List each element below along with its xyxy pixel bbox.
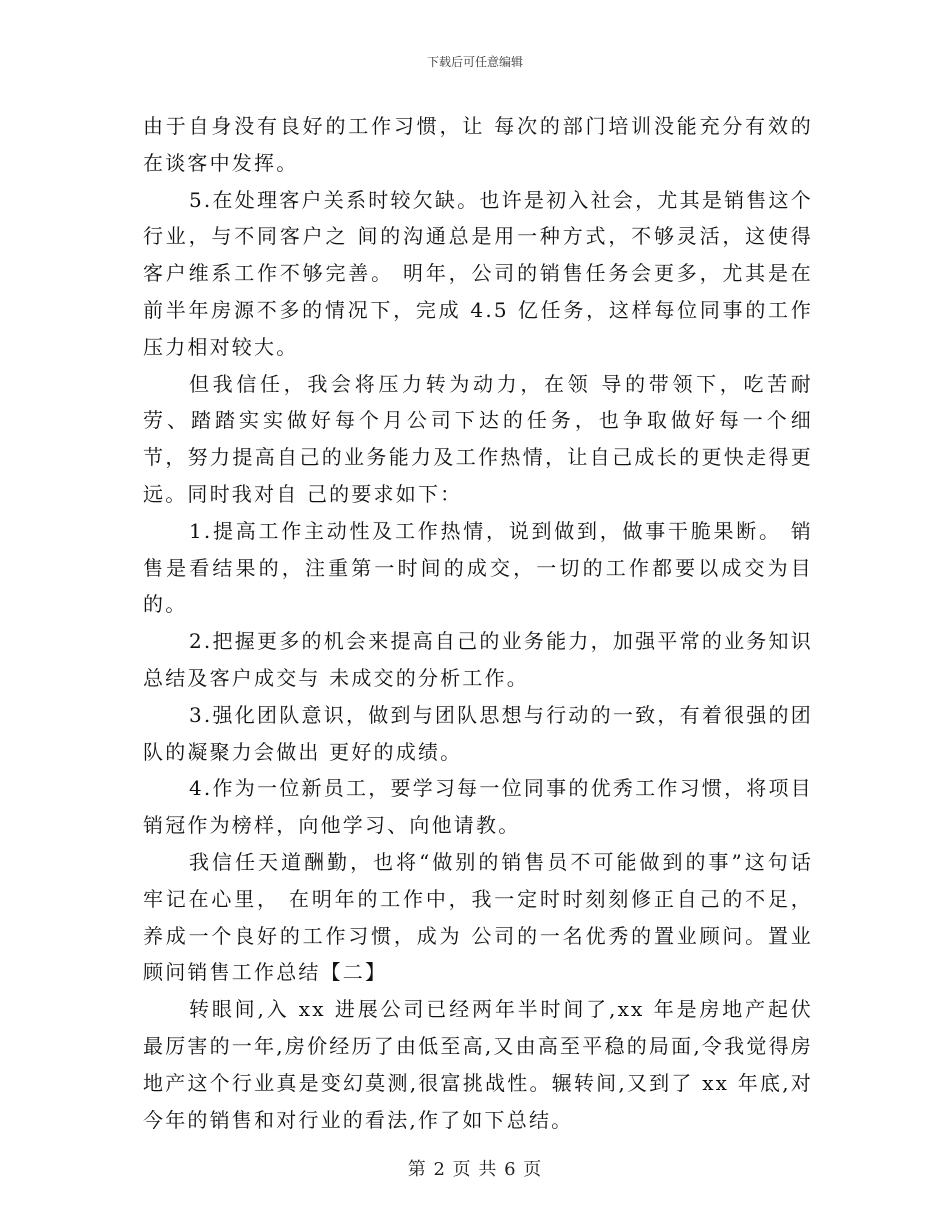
paragraph-requirement-2: 2.把握更多的机会来提高自己的业务能力，加强平常的业务知识总结及客户成交与 未成交的分析工作。 — [143, 629, 813, 690]
paragraph-item-5: 5.在处理客户关系时较欠缺。也许是初入社会，尤其是销售这个行业，与不同客户之 间的沟通总是用一种方式，不够灵活，这使得客户维系工作不够完善。 明年，公司的销售任务会更多，尤其是在前半年房源不多的情况下，完成 4.5 亿任务，这样每位同事的工作压力相对较大。 — [143, 187, 813, 359]
page-header: 下载后可任意编辑 — [426, 55, 523, 69]
paragraph-requirement-3: 3.强化团队意识，做到与团队思想与行动的一致，有着很强的团队的凝聚力会做出 更好的成绩。 — [143, 702, 813, 764]
document-body — [143, 108, 813, 1138]
paragraph-summary-two-intro: 转眼间,入 xx 进展公司已经两年半时间了,xx 年是房地产起伏最厉害的一年,房价经历了由低至高,又由高至平稳的局面,令我觉得房地产这个行业真是变幻莫测,很富挑战性。辗转间,又到了 xx 年底,对今年的销售和对行业的看法,作了如下总结。 — [143, 997, 813, 1132]
paragraph-commitment: 但我信任，我会将压力转为动力，在领 导的带领下，吃苦耐劳、踏踏实实做好每个月公司下达的任务，也争取做好每一个细 节，努力提高自己的业务能力及工作热情，让自己成长的更快走得更远。同时我对自 己的要求如下： — [143, 371, 813, 506]
page-number-footer: 第 2 页 共 6 页 — [407, 1159, 543, 1180]
paragraph-requirement-1: 1.提高工作主动性及工作热情，说到做到，做事干脆果断。 销售是看结果的，注重第一时间的成交，一切的工作都要以成交为目的。 — [143, 518, 813, 617]
paragraph-continuation: 由于自身没有良好的工作习惯，让 每次的部门培训没能充分有效的在谈客中发挥。 — [143, 114, 813, 175]
paragraph-conclusion: 我信任天道酬勤，也将“做别的销售员不可能做到的事”这句话牢记在心里， 在明年的工作中，我一定时时刻刻修正自己的不足，养成一个良好的工作习惯，成为 公司的一名优秀的置业顾问。置业顾问销售工作总结【二】 — [143, 849, 813, 985]
paragraph-requirement-4: 4.作为一位新员工，要学习每一位同事的优秀工作习惯，将项目销冠作为榜样，向他学习、向他请教。 — [143, 776, 813, 838]
